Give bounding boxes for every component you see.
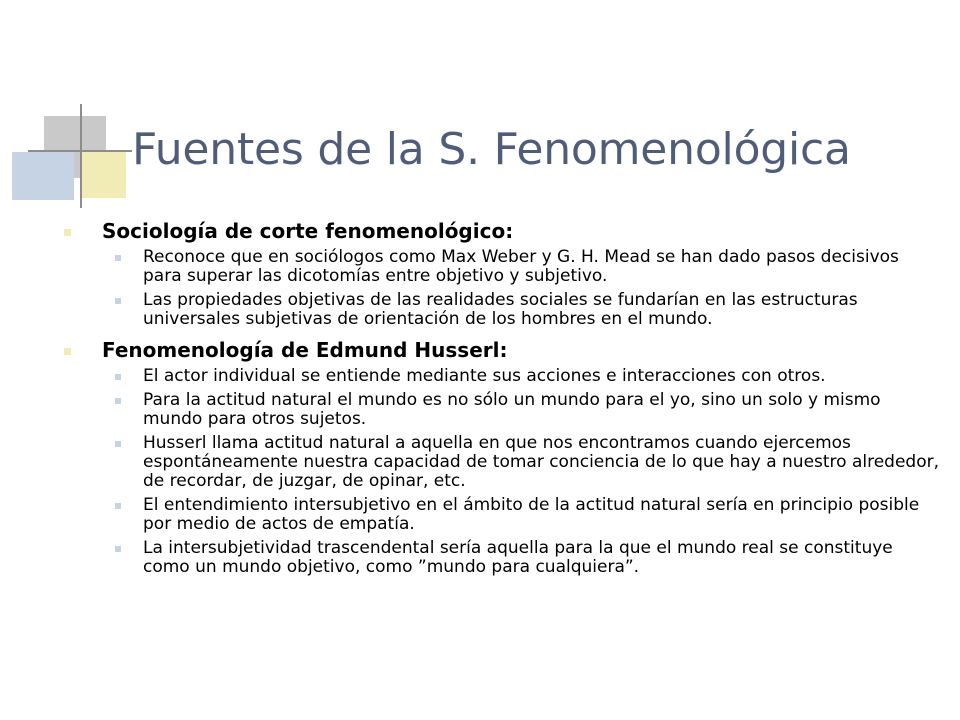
decorative-vertical-line [80, 104, 82, 208]
slide-content [60, 214, 940, 587]
list-item-text: Para la actitud natural el mundo es no sólo un mundo para el yo, sino un solo y mismo mundo para otros sujetos. [143, 390, 881, 429]
list-item [112, 496, 940, 534]
list-item [112, 539, 940, 577]
square-bullet-icon [115, 546, 121, 552]
decorative-blue-square [12, 152, 74, 200]
section-heading-text: Fenomenología de Edmund Husserl: [102, 338, 508, 362]
section-heading-text: Sociología de corte fenomenológico: [102, 219, 514, 243]
section-heading [60, 220, 940, 243]
square-bullet-icon [115, 398, 121, 404]
square-bullet-icon [115, 298, 121, 304]
list-item [112, 248, 940, 286]
section-heading [60, 339, 940, 362]
square-bullet-icon [115, 255, 121, 261]
list-item [112, 391, 940, 429]
list-item-text: Las propiedades objetivas de las realidades sociales se fundarían en las estructuras universales subjetivas de orientación de los hombres en el mundo. [143, 290, 858, 329]
square-bullet-icon [115, 503, 121, 509]
list-item-text: El entendimiento intersubjetivo en el ámbito de la actitud natural sería en principio posible por medio de actos de empatía. [143, 495, 920, 534]
square-bullet-icon [115, 374, 121, 380]
list-item [112, 367, 940, 386]
section-sociologia [60, 220, 940, 329]
list-item-text: El actor individual se entiende mediante sus acciones e interacciones con otros. [143, 366, 826, 386]
slide-title: Fuentes de la S. Fenomenológica [132, 124, 851, 175]
list-item-text: Husserl llama actitud natural a aquella en que nos encontramos cuando ejercemos espontáneamente nuestra capacidad de tomar conciencia de lo que hay a nuestro alrededor, de recordar, de juzgar, de opinar, etc. [143, 433, 940, 491]
list-item-text: Reconoce que en sociólogos como Max Weber y G. H. Mead se han dado pasos decisivos para superar las dicotomías entre objetivo y subjetivo. [143, 247, 899, 286]
list-item-text: La intersubjetividad trascendental sería aquella para la que el mundo real se constituye como un mundo objetivo, como ”mundo para cualquiera”. [143, 538, 893, 577]
square-bullet-icon [64, 229, 71, 236]
decorative-yellow-square [80, 152, 126, 198]
list-item [112, 291, 940, 329]
section-husserl [60, 339, 940, 577]
square-bullet-icon [64, 348, 71, 355]
square-bullet-icon [115, 441, 121, 447]
decorative-horizontal-line [28, 150, 132, 152]
list-item [112, 434, 940, 491]
